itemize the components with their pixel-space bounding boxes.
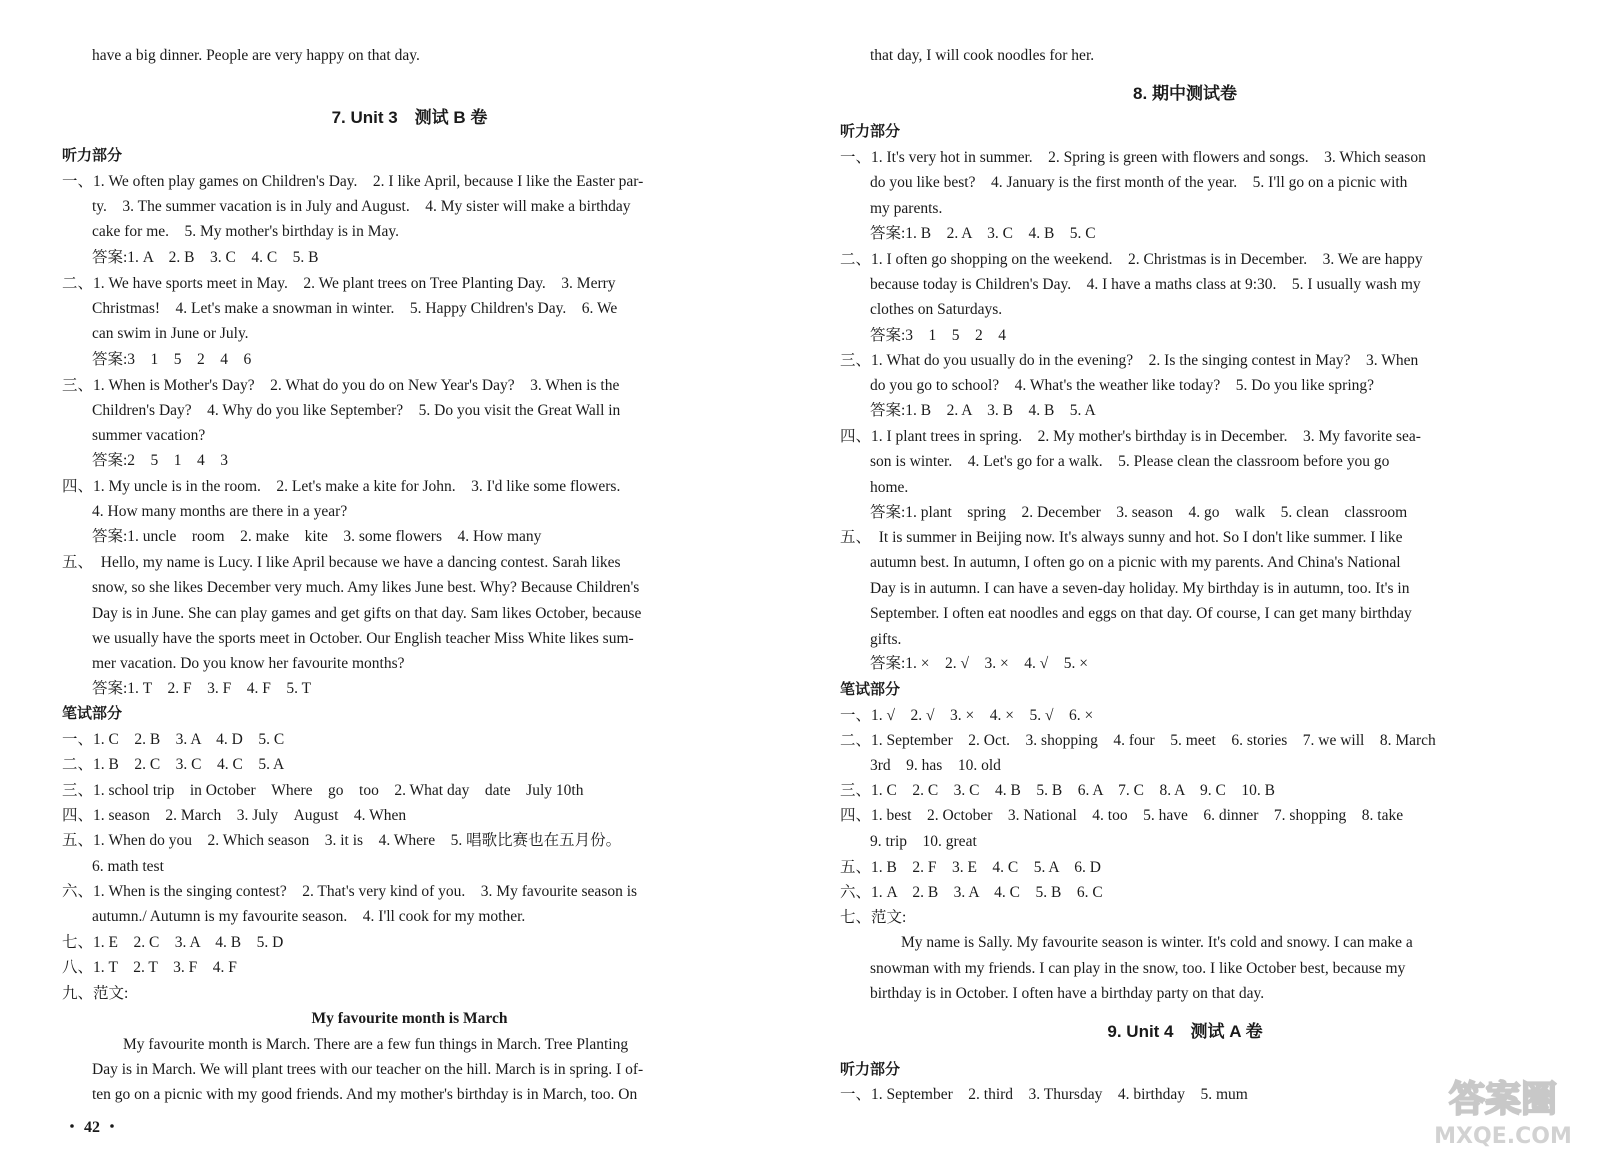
text-line: 二、1. September 2. Oct. 3. shopping 4. four 5. meet 6. stories 7. we will 8. March [840,732,1436,749]
text-line: 二、1. B 2. C 3. C 4. C 5. A [62,756,285,773]
text-line: 6. math test [92,858,164,875]
watermark-subtext: MXQE.COM [1434,1124,1572,1149]
text-line: 答案:2 5 1 4 3 [92,452,229,469]
text-line: 答案:3 1 5 2 4 [870,327,1007,344]
text-line: 六、1. A 2. B 3. A 4. C 5. B 6. C [840,884,1103,901]
text-line: my parents. [870,200,943,217]
section-heading: 听力部分 [840,1061,901,1078]
text-line: Day is in March. We will plant trees with our teacher on the hill. March is in spring. I of- [92,1061,644,1078]
section-title: 9. Unit 4 测试 A 卷 [1107,1022,1263,1041]
text-line: My favourite month is March. There are a few fun things in March. Tree Planting [92,1036,629,1053]
text-line: can swim in June or July. [92,325,249,342]
section-title: 7. Unit 3 测试 B 卷 [331,108,488,127]
text-line: 七、1. E 2. C 3. A 4. B 5. D [62,934,284,951]
text-line: September. I often eat noodles and eggs on that day. Of course, I can get many birthday [870,605,1412,622]
section-title: 8. 期中测试卷 [1133,84,1237,103]
section-heading: 听力部分 [62,147,123,164]
text-line: 四、1. best 2. October 3. National 4. too 5. have 6. dinner 7. shopping 8. take [840,807,1404,824]
text-line: 八、1. T 2. T 3. F 4. F [62,959,237,976]
text-line: 答案:1. B 2. A 3. B 4. B 5. A [870,402,1096,419]
section-heading: 笔试部分 [840,681,901,698]
text-line: we usually have the sports meet in October. Our English teacher Miss White likes sum- [92,630,634,647]
text-line: 答案:1. uncle room 2. make kite 3. some flowers 4. How many [92,528,542,545]
text-line: 二、1. We have sports meet in May. 2. We plant trees on Tree Planting Day. 3. Merry [62,275,616,292]
text-line: birthday is in October. I often have a birthday party on that day. [870,985,1265,1002]
text-line: do you go to school? 4. What's the weather like today? 5. Do you like spring? [870,377,1374,394]
text-line: 答案:1. A 2. B 3. C 4. C 5. B [92,249,319,266]
text-line: mer vacation. Do you know her favourite months? [92,655,405,672]
text-line: 七、范文: [840,909,907,926]
text-line: 答案:1. T 2. F 3. F 4. F 5. T [92,680,312,697]
text-line: Children's Day? 4. Why do you like September? 5. Do you visit the Great Wall in [92,402,621,419]
text-line: 答案:1. plant spring 2. December 3. season 4. go walk 5. clean classroom [870,504,1408,521]
section-heading: 笔试部分 [62,705,123,722]
text-line: cake for me. 5. My mother's birthday is in May. [92,223,399,240]
text-line: 三、1. school trip in October Where go too 2. What day date July 10th [62,782,584,799]
text-line: ty. 3. The summer vacation is in July and August. 4. My sister will make a birthday [92,198,631,215]
text-line: 五、1. When do you 2. Which season 3. it is 4. Where 5. 唱歌比赛也在五月份。 [62,832,622,849]
text-line: 答案:1. × 2. √ 3. × 4. √ 5. × [870,655,1089,672]
text-line: 二、1. I often go shopping on the weekend. 2. Christmas is in December. 3. We are happy [840,251,1423,268]
text-line: 五、 Hello, my name is Lucy. I like April because we have a dancing contest. Sarah likes [62,554,621,571]
text-line: Christmas! 4. Let's make a snowman in winter. 5. Happy Children's Day. 6. We [92,300,618,317]
text-line: 3rd 9. has 10. old [870,757,1001,774]
text-line: clothes on Saturdays. [870,301,1003,318]
text-line: 答案:1. B 2. A 3. C 4. B 5. C [870,225,1096,242]
text-line: have a big dinner. People are very happy on that day. [92,47,420,64]
text-line: 六、1. When is the singing contest? 2. That's very kind of you. 3. My favourite season is [62,883,638,900]
text-line: do you like best? 4. January is the first month of the year. 5. I'll go on a picnic with [870,174,1408,191]
text-line: because today is Children's Day. 4. I have a maths class at 9:30. 5. I usually wash my [870,276,1421,293]
text-line: 一、1. It's very hot in summer. 2. Spring is green with flowers and songs. 3. Which season [840,149,1426,166]
text-line: 三、1. C 2. C 3. C 4. B 5. B 6. A 7. C 8. A 9. C 10. B [840,782,1275,799]
text-line: ten go on a picnic with my good friends. And my mother's birthday is in March, too. On [92,1086,638,1103]
watermark-text: 答案圈 [1448,1079,1558,1120]
text-line: 三、1. When is Mother's Day? 2. What do you do on New Year's Day? 3. When is the [62,377,620,394]
text-line: 9. trip 10. great [870,833,977,850]
text-line: autumn best. In autumn, I often go on a picnic with my parents. And China's National [870,554,1401,571]
text-line: snowman with my friends. I can play in the snow, too. I like October best, because my [870,960,1406,977]
text-line: son is winter. 4. Let's go for a walk. 5. Please clean the classroom before you go [870,453,1390,470]
text-line: home. [870,479,909,496]
text-line: My name is Sally. My favourite season is winter. It's cold and snowy. I can make a [870,934,1413,951]
text-line: 四、1. I plant trees in spring. 2. My mother's birthday is in December. 3. My favorite sea- [840,428,1421,445]
text-line: 五、1. B 2. F 3. E 4. C 5. A 6. D [840,859,1101,876]
text-line: 四、1. My uncle is in the room. 2. Let's make a kite for John. 3. I'd like some flowers. [62,478,621,495]
text-line: summer vacation? [92,427,206,444]
text-line: gifts. [870,631,902,648]
page-number: ・ 42 ・ [64,1119,121,1136]
watermark-logo [1428,1067,1578,1157]
text-line: 答案:3 1 5 2 4 6 [92,351,252,368]
text-line: 三、1. What do you usually do in the evening? 2. Is the singing contest in May? 3. When [840,352,1419,369]
text-line: 一、1. September 2. third 3. Thursday 4. birthday 5. mum [840,1086,1248,1103]
essay-title: My favourite month is March [311,1010,508,1027]
text-line: 一、1. We often play games on Children's Day. 2. I like April, because I like the Easter par- [62,173,644,190]
text-line: 一、1. √ 2. √ 3. × 4. × 5. √ 6. × [840,707,1094,724]
section-heading: 听力部分 [840,123,901,140]
text-line: 4. How many months are there in a year? [92,503,348,520]
text-line: 一、1. C 2. B 3. A 4. D 5. C [62,731,285,748]
text-line: Day is in autumn. I can have a seven-day holiday. My birthday is in autumn, too. It's in [870,580,1410,597]
text-line: that day, I will cook noodles for her. [870,47,1095,64]
text-line: autumn./ Autumn is my favourite season. 4. I'll cook for my mother. [92,908,526,925]
text-line: 九、范文: [62,985,129,1002]
text-line: Day is in June. She can play games and get gifts on that day. Sam likes October, because [92,605,642,622]
text-line: 五、 It is summer in Beijing now. It's always sunny and hot. So I don't like summer. I like [840,529,1403,546]
text-line: 四、1. season 2. March 3. July August 4. When [62,807,407,824]
text-line: snow, so she likes December very much. Amy likes June best. Why? Because Children's [92,579,640,596]
